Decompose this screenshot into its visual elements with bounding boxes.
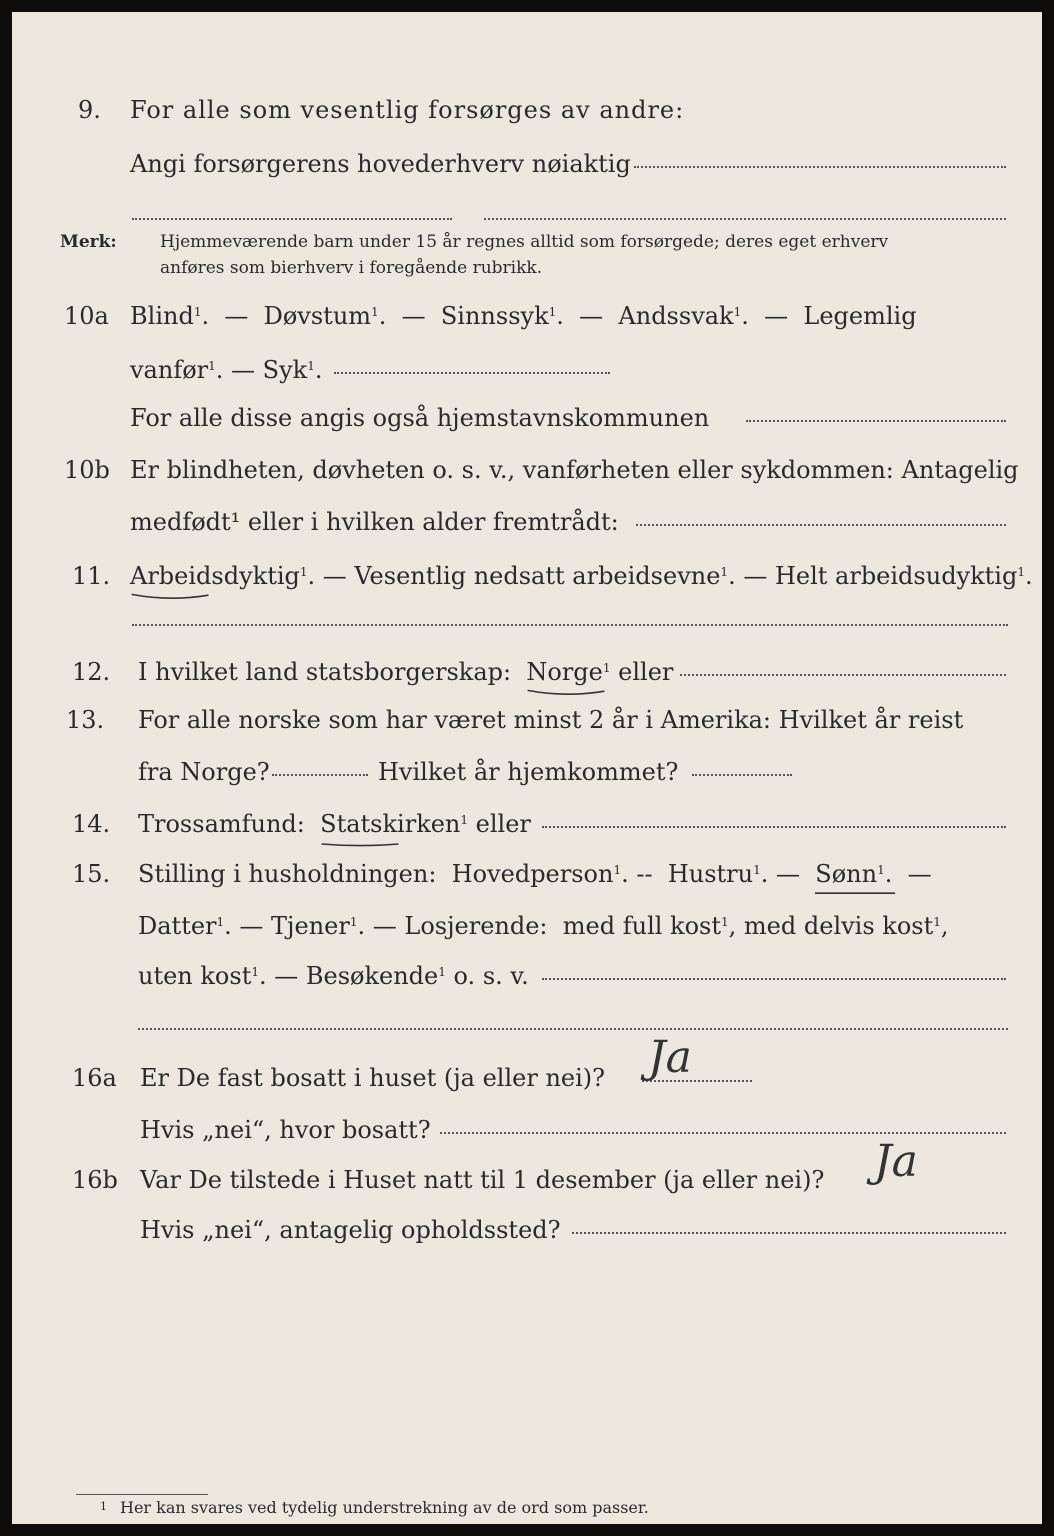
q12-text: I hvilket land statsborgerskap: [138,658,512,686]
q14-number: 14. [72,810,111,838]
q10b-line2: medfødt¹ eller i hvilken alder fremtrådt: [130,508,619,536]
opt-tjener[interactable]: Tjener [271,912,350,940]
q10a-line2: vanfør$^1$. — Syk$^1$. [130,356,323,384]
opt-med-full-kost[interactable]: med full kost [562,912,722,940]
q15-line2: Datter$^1$. — Tjener$^1$. — Losjerende: med full kost$^1$, med delvis kost$^1$, [138,912,949,940]
q13-line2b: Hvilket år hjemkommet? [378,758,679,786]
q9-line2: Angi forsørgerens hovederhverv nøiaktig [130,150,631,178]
opt-besokende[interactable]: Besøkende [305,962,439,990]
note-label: Merk: [60,232,117,252]
q9-answer-line-2a[interactable] [132,218,452,220]
q16a-bosatt-line[interactable] [440,1132,1006,1134]
opt-losjerende[interactable]: Losjerende: [404,912,548,940]
q15-line1: Stilling i husholdningen: Hovedperson$^1$. -- Hustru$^1$. — Sønn$^1$. — [138,860,932,888]
q15-osv: o. s. v. [453,962,529,990]
q16a-line1: Er De fast bosatt i huset (ja eller nei)? [140,1064,606,1092]
q15-line3: uten kost$^1$. — Besøkende$^1$ o. s. v. [138,962,529,990]
q13-number: 13. [66,706,105,734]
opt-dovstum[interactable]: Døvstum [263,302,372,330]
q13-reist-line[interactable] [272,774,368,776]
opt-statskirken-selected[interactable]: Statskirken$^1$ [320,810,468,838]
opt-norge-selected[interactable]: Norge$^1$ [526,658,610,686]
census-form-page [12,12,1042,1524]
q9-answer-line-2b[interactable] [484,218,1006,220]
underline-mark [815,890,895,898]
q10b-line1: Er blindheten, døvheten o. s. v., vanførheten eller sykdommen: Antagelig [130,456,1019,484]
footnote-rule [76,1494,208,1495]
note-line1: Hjemmeværende barn under 15 år regnes alltid som forsørgede; deres eget erhverv [160,232,889,252]
underline-mark [526,688,606,696]
underline-mark [320,840,400,848]
opt-andssvak[interactable]: Andssvak [618,302,734,330]
q15-answer-line-2[interactable] [138,1028,1008,1030]
q12-answer-line[interactable] [680,674,1006,676]
q16b-opholdssted-line[interactable] [572,1232,1006,1234]
opt-arbeidsdyktig-selected[interactable]: Arbeidsdyktig$^1$. [130,562,315,590]
opt-blind[interactable]: Blind [130,302,194,330]
q13-line1: For alle norske som har været minst 2 år i Amerika: Hvilket år reist [138,706,964,734]
underline-mark [130,592,210,600]
q16b-line2: Hvis „nei“, antagelig opholdssted? [140,1216,561,1244]
q12-line [138,658,673,686]
opt-datter[interactable]: Datter [138,912,217,940]
q9-number: 9. [78,96,101,124]
q10a-number: 10a [64,302,109,330]
opt-helt-arbeidsudyktig[interactable]: Helt arbeidsudyktig [774,562,1018,590]
q12-number: 12. [72,658,111,686]
q13-line2a: fra Norge? [138,758,270,786]
opt-syk[interactable]: Syk [262,356,308,384]
opt-sonn-selected[interactable]: Sønn$^1$. [815,860,892,888]
opt-hovedperson[interactable]: Hovedperson [451,860,614,888]
q16b-number: 16b [72,1166,118,1194]
opt-vanfor[interactable]: vanfør [130,356,209,384]
q14-eller: eller [475,810,531,838]
opt-sinnssyk[interactable]: Sinnssyk [440,302,549,330]
footnote-text: Her kan svares ved tydelig understrekning av de ord som passer. [120,1498,649,1517]
q11-number: 11. [72,562,111,590]
q15-number: 15. [72,860,111,888]
q14-answer-line[interactable] [542,826,1006,828]
q9-line1: For alle som vesentlig forsørges av andre: [130,96,685,124]
q9-answer-line[interactable] [634,166,1006,168]
q16a-line2: Hvis „nei“, hvor bosatt? [140,1116,431,1144]
q10a-answer-line[interactable] [334,372,610,374]
q10a-hjemstavn-line[interactable] [746,420,1006,422]
q16b-line1: Var De tilstede i Huset natt til 1 desember (ja eller nei)? [140,1166,825,1194]
q10b-answer-line[interactable] [636,524,1006,526]
q16a-number: 16a [72,1064,117,1092]
q16b-handwritten-answer[interactable]: Ja [874,1136,918,1187]
q14-line [138,810,531,838]
q11-line: Arbeidsdyktig$^1$. — Vesentlig nedsatt arbeidsevne$^1$. — Helt arbeidsudyktig$^1$. [130,562,1033,590]
q15-label: Stilling i husholdningen: [138,860,437,888]
q10a-line3: For alle disse angis også hjemstavnskommunen [130,404,710,432]
opt-uten-kost[interactable]: uten kost [138,962,252,990]
opt-vesentlig-nedsatt[interactable]: Vesentlig nedsatt arbeidsevne [354,562,721,590]
q11-answer-line[interactable] [132,624,1008,626]
q13-hjemkommet-line[interactable] [692,774,792,776]
q15-answer-line[interactable] [542,978,1006,980]
opt-hustru[interactable]: Hustru [667,860,754,888]
q10b-number: 10b [64,456,110,484]
q10a-line1: Blind$^1$. — Døvstum$^1$. — Sinnssyk$^1$. — Andssvak$^1$. — Legemlig [130,302,917,330]
q12-eller: eller [618,658,674,686]
note-line2: anføres som bierhverv i foregående rubrikk. [160,258,543,278]
footnote-mark: 1 [100,1500,107,1513]
q14-text: Trossamfund: [138,810,305,838]
q16a-handwritten-answer[interactable]: Ja [648,1032,692,1083]
opt-med-delvis-kost[interactable]: med delvis kost [743,912,934,940]
opt-legemlig[interactable]: Legemlig [803,302,917,330]
